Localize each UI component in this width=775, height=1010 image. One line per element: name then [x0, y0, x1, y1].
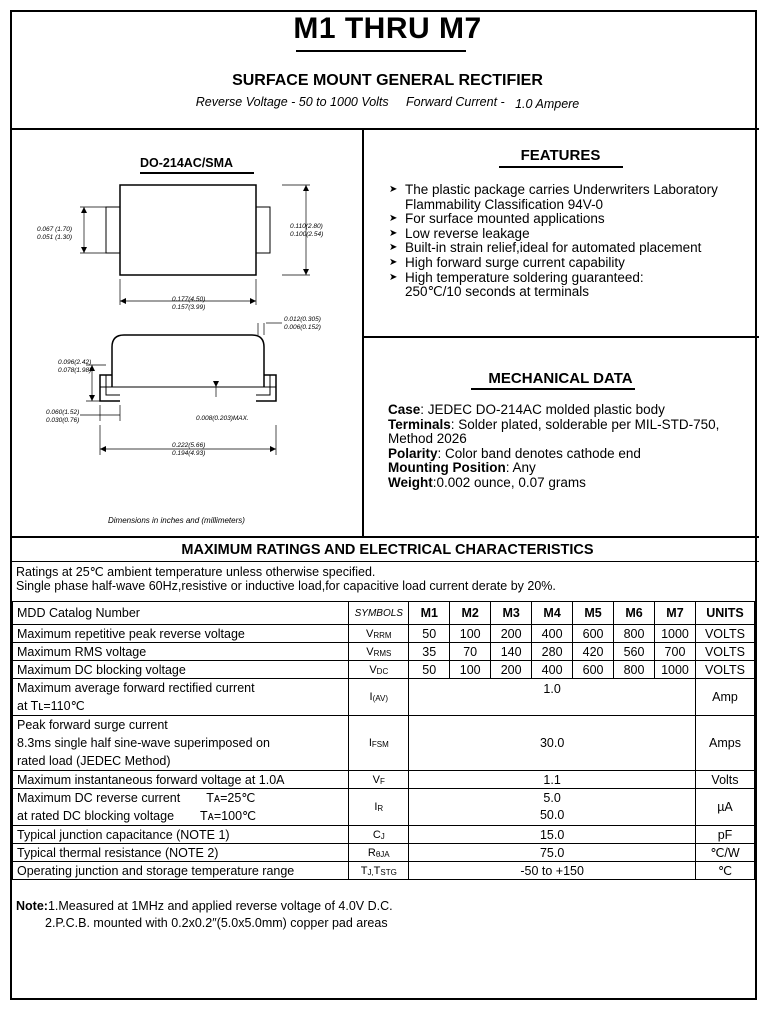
feature-item — [389, 271, 718, 300]
table-row — [13, 771, 755, 789]
table-cell: 800 — [614, 625, 655, 643]
col-units: UNITS — [695, 602, 754, 625]
bullet-arrow-icon: ➤ — [389, 227, 398, 239]
table-cell: 1.1 — [409, 771, 696, 789]
col-model: M3 — [491, 602, 532, 625]
param-unit: ℃/W — [695, 844, 754, 862]
table-row — [13, 643, 755, 661]
note-1: Note:1.Measured at 1MHz and applied reverse voltage of 4.0V D.C. — [16, 899, 393, 913]
features-heading: FEATURES — [520, 147, 601, 164]
param-symbol: RθJA — [349, 844, 409, 862]
dim-body-width-max: 0.177(4.50) — [172, 296, 206, 303]
table-cell: 800 — [614, 661, 655, 679]
param-label: Typical thermal resistance (NOTE 2) — [13, 844, 349, 862]
feature-text: High temperature soldering guaranteed: — [405, 269, 644, 285]
dim-tab-height-max: 0.067 (1.70) — [37, 226, 73, 233]
table-row — [13, 826, 755, 844]
mech-terminals: Terminals: Solder plated, solderable per MIL-STD-750, — [388, 416, 720, 432]
table-row — [13, 716, 755, 771]
table-cell: 100 — [450, 661, 491, 679]
dim-lead-thickness-max: 0.012(0.305) — [284, 316, 321, 323]
dim-body-height-max: 0.110(2.80) — [290, 223, 323, 230]
param-unit: VOLTS — [695, 661, 754, 679]
param-unit: Volts — [695, 771, 754, 789]
bullet-arrow-icon: ➤ — [389, 256, 398, 268]
feature-item — [389, 241, 718, 256]
col-model: M6 — [614, 602, 655, 625]
feature-item — [389, 227, 718, 242]
mechanical-heading: MECHANICAL DATA — [488, 370, 633, 387]
param-symbol: VRMS — [349, 643, 409, 661]
param-unit: Amp — [695, 679, 754, 716]
dim-lead-length-max: 0.060(1.52) — [46, 409, 80, 416]
table-cell: 50 — [409, 625, 450, 643]
package-label: DO-214AC/SMA — [140, 156, 234, 170]
table-cell: 100 — [450, 625, 491, 643]
table-header-row — [13, 602, 755, 625]
table-cell: 140 — [491, 643, 532, 661]
bullet-arrow-icon: ➤ — [389, 242, 398, 254]
table-cell: 35 — [409, 643, 450, 661]
dim-tab-height-min: 0.051 (1.30) — [37, 234, 73, 241]
reverse-voltage-text: Reverse Voltage - 50 to 1000 Volts — [195, 95, 389, 109]
param-symbol: TJ,TSTG — [349, 862, 409, 880]
dim-standoff-max: 0.008(0.203)MAX. — [196, 415, 249, 422]
table-cell: 420 — [573, 643, 614, 661]
param-label: Maximum repetitive peak reverse voltage — [13, 625, 349, 643]
page-subtitle: SURFACE MOUNT GENERAL RECTIFIER — [232, 72, 543, 89]
col-model: M2 — [450, 602, 491, 625]
mech-mounting: Mounting Position: Any — [388, 460, 536, 476]
table-row — [13, 661, 755, 679]
feature-item — [389, 183, 718, 212]
mech-weight: Weight:0.002 ounce, 0.07 grams — [388, 474, 586, 490]
param-label: Maximum DC reverse current Tᴀ=25℃ at rated DC blocking voltage Tᴀ=100℃ — [13, 789, 349, 826]
feature-item — [389, 212, 718, 227]
divider-header — [10, 128, 759, 130]
ratings-heading-divider — [10, 561, 759, 562]
param-unit: pF — [695, 826, 754, 844]
table-cell: 400 — [532, 625, 573, 643]
table-row — [13, 844, 755, 862]
param-unit: VOLTS — [695, 625, 754, 643]
feature-text: The plastic package carries Underwriters Laboratory — [405, 182, 718, 197]
param-unit: Amps — [695, 716, 754, 771]
feature-text: Low reverse leakage — [405, 225, 530, 241]
col-model: M1 — [409, 602, 450, 625]
param-unit: µA — [695, 789, 754, 826]
table-row — [13, 862, 755, 880]
param-symbol: I(AV) — [349, 679, 409, 716]
col-model: M5 — [573, 602, 614, 625]
table-cell: 50 — [409, 661, 450, 679]
table-cell: 15.0 — [409, 826, 696, 844]
feature-text: Flammability Classification 94V-0 — [405, 196, 604, 212]
param-label: Maximum DC blocking voltage — [13, 661, 349, 679]
table-cell: 200 — [491, 625, 532, 643]
col-symbols: SYMBOLS — [349, 602, 409, 625]
feature-text: High forward surge current capability — [405, 254, 625, 270]
table-cell: 1.0 — [409, 679, 696, 716]
table-cell: 1000 — [654, 661, 695, 679]
bullet-arrow-icon: ➤ — [389, 213, 398, 225]
table-cell: 200 — [491, 661, 532, 679]
feature-text: For surface mounted applications — [405, 211, 605, 227]
table-cell: 280 — [532, 643, 573, 661]
bullet-arrow-icon: ➤ — [389, 184, 398, 195]
param-label: Maximum instantaneous forward voltage at 1.0A — [13, 771, 349, 789]
mech-polarity: Polarity: Color band denotes cathode end — [388, 445, 641, 461]
table-row — [13, 789, 755, 826]
table-cell: 30.0 — [409, 716, 696, 771]
divider-middle — [362, 128, 364, 536]
table-cell: 400 — [532, 661, 573, 679]
table-cell: 70 — [450, 643, 491, 661]
param-label: Peak forward surge current 8.3ms single half sine-wave superimposed on rated load (JEDEC Method) — [13, 716, 349, 771]
ratings-condition-2: Single phase half-wave 60Hz,resistive or inductive load,for capacitive load current derate by 20%. — [16, 578, 556, 593]
param-unit: ℃ — [695, 862, 754, 880]
dim-height-max: 0.096(2.42) — [58, 359, 92, 366]
features-heading-underline — [499, 166, 623, 168]
param-unit: VOLTS — [695, 643, 754, 661]
ratings-heading: MAXIMUM RATINGS AND ELECTRICAL CHARACTERISTICS — [181, 542, 594, 558]
header-ratings — [0, 95, 775, 109]
col-catalog-number: MDD Catalog Number — [13, 602, 349, 625]
table-cell: 600 — [573, 661, 614, 679]
mech-case: Case: JEDEC DO-214AC molded plastic body — [388, 402, 665, 417]
mechanical-heading-underline — [471, 388, 635, 390]
dim-lead-thickness-min: 0.006(0.152) — [284, 324, 321, 331]
package-label-underline — [140, 172, 254, 174]
forward-current-text: Forward Current - — [406, 95, 505, 109]
table-cell: 5.0 50.0 — [409, 789, 696, 826]
dimensions-note: Dimensions in inches and (millimeters) — [108, 516, 245, 525]
page-title: M1 THRU M7 — [293, 12, 482, 45]
dim-lead-length-min: 0.030(0.76) — [46, 417, 80, 424]
param-label: Operating junction and storage temperature range — [13, 862, 349, 880]
dim-overall-width-min: 0.194(4.93) — [172, 450, 206, 457]
bullet-arrow-icon: ➤ — [389, 271, 398, 283]
divider-features — [362, 336, 759, 338]
param-symbol: CJ — [349, 826, 409, 844]
table-cell: 1000 — [654, 625, 695, 643]
param-label: Typical junction capacitance (NOTE 1) — [13, 826, 349, 844]
table-cell: 75.0 — [409, 844, 696, 862]
param-label: Maximum RMS voltage — [13, 643, 349, 661]
dim-height-min: 0.078(1.98) — [58, 367, 92, 374]
param-label: Maximum average forward rectified current at Tʟ=110℃ — [13, 679, 349, 716]
dim-body-width-min: 0.157(3.99) — [172, 304, 206, 311]
feature-text: 250℃/10 seconds at terminals — [405, 284, 590, 300]
table-cell: 600 — [573, 625, 614, 643]
mech-terminals-method: Method 2026 — [388, 431, 467, 447]
ratings-table — [12, 601, 755, 880]
param-symbol: IR — [349, 789, 409, 826]
col-model: M4 — [532, 602, 573, 625]
features-list — [389, 183, 718, 300]
param-symbol: VF — [349, 771, 409, 789]
table-row — [13, 625, 755, 643]
feature-text: Built-in strain relief,ideal for automated placement — [405, 240, 702, 256]
dim-overall-width-max: 0.222(5.66) — [172, 442, 206, 449]
table-cell: -50 to +150 — [409, 862, 696, 880]
forward-current-value: 1.0 Ampere — [515, 97, 580, 111]
title-underline — [296, 50, 466, 52]
param-symbol: VDC — [349, 661, 409, 679]
ratings-condition-1: Ratings at 25℃ ambient temperature unless otherwise specified. — [16, 565, 376, 579]
param-symbol: VRRM — [349, 625, 409, 643]
ratings-conditions — [16, 566, 556, 593]
table-cell: 560 — [614, 643, 655, 661]
mechanical-data — [388, 403, 719, 491]
note-2: 2.P.C.B. mounted with 0.2x0.2″(5.0x5.0mm) copper pad areas — [45, 916, 388, 930]
param-symbol: IFSM — [349, 716, 409, 771]
dim-body-height-min: 0.100(2.54) — [290, 231, 324, 238]
notes-section — [16, 898, 393, 932]
divider-ratings — [10, 536, 759, 538]
col-model: M7 — [654, 602, 695, 625]
feature-item — [389, 256, 718, 271]
table-cell: 700 — [654, 643, 695, 661]
table-row — [13, 679, 755, 716]
